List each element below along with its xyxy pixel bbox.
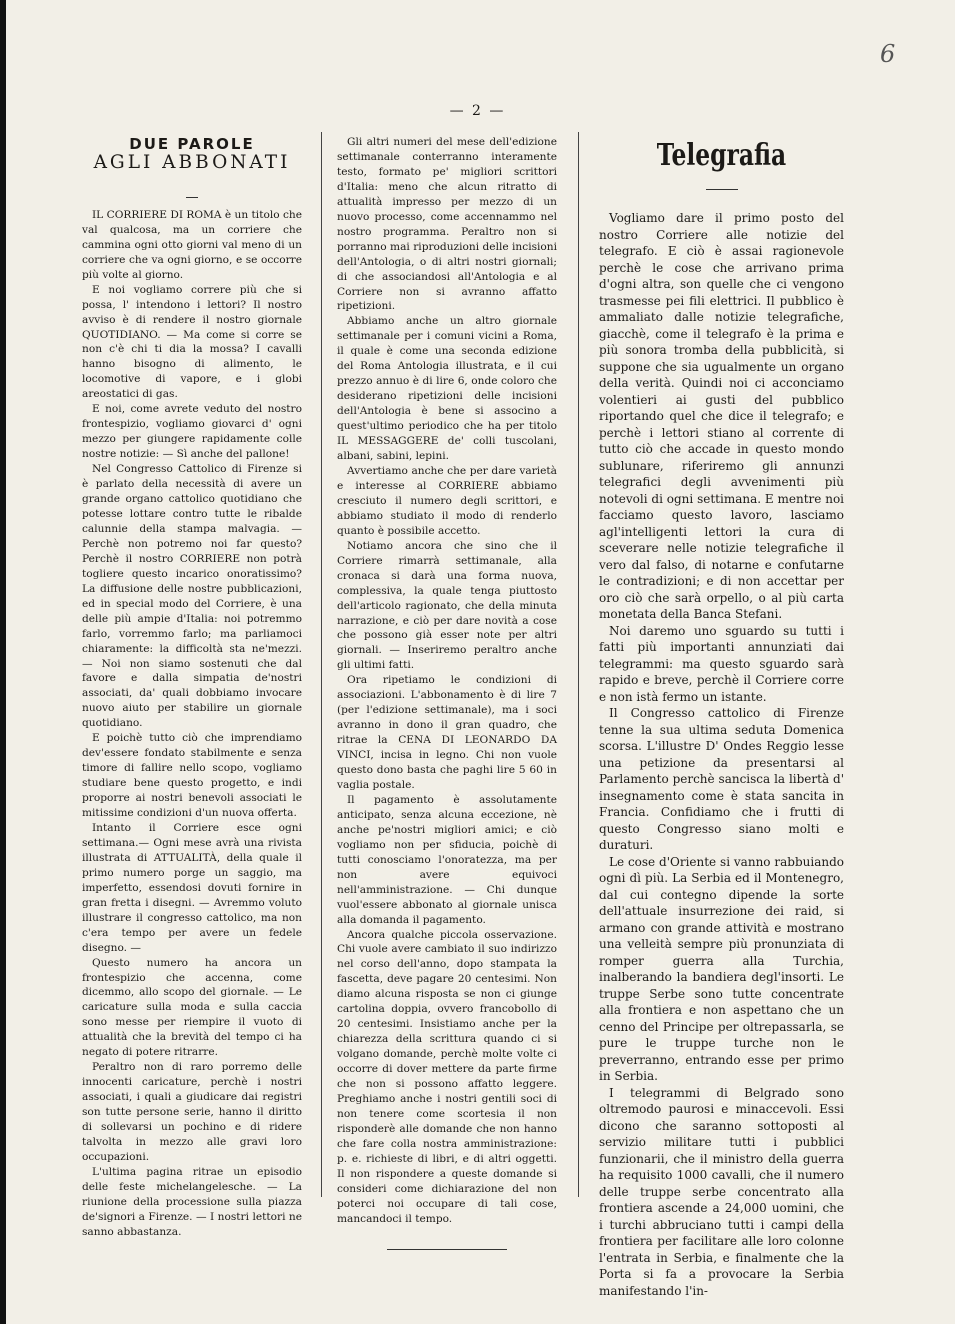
- page-edge-shadow: [0, 0, 6, 1324]
- paragraph: I telegrammi di Belgrado sono oltremodo paurosi e minaccevoli. Essi dicono che saranno sottoposti al servizio militare tutti i pubblici funzionarii, che il ministro della guerra ha requisito 1000 cavalli, che il numero delle truppe serbe concentrato alla frontiera ascende a 24,000 uomini, che i turchi abbruciano tutti i campi della frontiera per facilitare alle loro colonne l'entrata in Serbia, e finalmente che la Porta si fa a provocare la Serbia manifestando l'in-: [599, 1085, 844, 1298]
- paragraph: Vogliamo dare il primo posto del nostro Corriere alle notizie del telegrafo. E ciò è assai ragionevole perchè le cose che arrivano prima d'ogni altra, son quelle che ci vengono trasmesse pei fili elettrici. Il pubblico è ammaliato dalle notizie telegrafiche, giacchè, come il telegrafo è la prima e più sonora tromba della pubblicità, si suppone che sia ugualmente un organo della verità. Quindi noi ci acconciamo volentieri ai gusti del pubblico riportando quel che dice il telegrafo; e perchè i lettori stiano al corrente di tutto ciò che accade in questo mondo sublunare, riferiremo gli annunzi telegrafici degli avvenimenti più notevoli di ogni settimana. E mentre noi facciamo questo lavoro, lasciamo agl'intelligenti lettori la cura di sceverare nelle notizie telegrafiche il vero dal falso, di notarne e confutarne le contradizioni; e di non accettar per oro ciò che sarà orpello, o al più carta monetata della Banca Stefani.: [599, 211, 844, 621]
- title-divider: [706, 189, 738, 190]
- paragraph: E poichè tutto ciò che imprendiamo dev'essere fondato stabilmente e senza timore di fallire nello scopo, vogliamo studiare bene questo progetto, e indi proporre ai nostri benevoli associati le mitissime condizioni d'un nuova offerta.: [82, 732, 302, 820]
- column-continuation: [337, 135, 557, 1250]
- column-abbonati: [82, 135, 302, 1240]
- paragraph: Il pagamento è assolutamente anticipato, senza alcuna eccezione, nè anche pe'nostri migliori amici; e ciò vogliamo non per sfiducia, poichè di tutti conosciamo l'onoratezza, ma per non avere equivoci nell'amministrazione. — Chi dunque vuol'essere abbonato al giornale unisca alla domanda il pagamento.: [337, 793, 557, 926]
- article-subheading: AGLI ABBONATI: [93, 151, 291, 173]
- paragraph: Questo numero ha ancora un frontespizio che accenna, come dicemmo, allo scopo del giornale. — Le caricature sulla moda e sulla caccia sono messe per riempire il vuoto di attualità che la brevità del tempo ci ha negato di potere ritrarre.: [82, 956, 302, 1059]
- paragraph: Noi daremo uno sguardo su tutti i fatti più importanti annunziati dai telegrammi: ma questo sguardo sarà rapido e breve, perchè il Corriere corre e non istà fermo un istante.: [599, 623, 844, 704]
- paragraph: Il Congresso cattolico di Firenze tenne la sua ultima seduta Domenica scorsa. L'illustre D' Ondes Reggio lesse una petizione da presentarsi al Parlamento perchè sancisca la libertà d' insegnamento come è stata sancita in Francia. Confidiamo che i frutti di questo Congresso siano molti e duraturi.: [599, 706, 844, 852]
- paragraph: Notiamo ancora che sino che il Corriere rimarrà settimanale, alla cronaca si darà una forma nuova, complessiva, la quale tenga piuttosto dell'articolo ragionato, che della minuta narrazione, e ciò per dare novità a cose che possono già esser note per altri giornali. — Inseriremo peraltro anche gli ultimi fatti.: [337, 539, 557, 672]
- paragraph: Gli altri numeri del mese dell'edizione settimanale conterranno interamente testo, formato pe' migliori scrittori d'Italia: meno che alcun ritratto di attualità impresso per mezzo di un nuovo processo, come accennammo nel nostro programma. Peraltro non si porranno mai riproduzioni delle incisioni dell'Antologia, o di altri nostri giornali; di che associandosi all'Antologia e al Corriere non si avranno affatto ripetizioni.: [337, 136, 557, 313]
- article-end-rule: [387, 1249, 507, 1250]
- paragraph: Ancora qualche piccola osservazione. Chi vuole avere cambiato il suo indirizzo nel corso dell'anno, dopo stampata la fascetta, deve pagare 20 centesimi. Non diamo alcuna risposta se non ci giunge cartolina doppia, ovvero francobollo di 20 centesimi. Insistiamo anche per la chiarezza della scrittura quando ci si volgano domande, perchè molte volte ci occorre di dover mettere da parte firme che non si possono affatto leggere. Preghiamo anche i nostri gentili soci di non tenere come scortesia il non risponderè alle domande che non hanno che fare colla nostra amministrazione: p. e. richieste di libri, e di altri oggetti. Il non rispondere a queste domande si consideri come dichiarazione del non poterci noi occupare di tali cose, mancandoci il tempo.: [337, 928, 557, 1225]
- paragraph: Abbiamo anche un altro giornale settimanale per i comuni vicini a Roma, il quale è come una seconda edizione del Roma Antologia illustrata, e il cui prezzo annuo è di lire 6, onde coloro che desiderano ripetizioni delle incisioni dell'Antologia è bene si associno a quest'ultimo periodico che ha per titolo IL MESSAGGERE de' colli tuscolani, albani, sabini, lepini.: [337, 315, 557, 463]
- paragraph: Ora ripetiamo le condizioni di associazioni. L'abbonamento è di lire 7 (per l'edizione settimanale), ma i soci avranno in dono il gran quadro, che ritrae la CENA DI LEONARDO DA VINCI, incisa in legno. Chi non vuole questo dono basta che paghi lire 5 60 in vaglia postale.: [337, 674, 557, 791]
- paragraph: Nel Congresso Cattolico di Firenze si è parlato della necessità di avere un grande organo cattolico quotidiano che potesse lottare contro tutte le ribalde calunnie della stampa malvagia. — Perchè non potremo noi far questo? Perchè il nostro CORRIERE non potrà togliere questo incarico onoratissimo? La diffusione delle nostre pubblicazioni, ed in special modo del Corriere, è una delle più ampie d'Italia: noi potremmo farlo, vorremmo farlo; ma parliamoci chiaramente: la difficoltà sta ne'mezzi. — Noi non siamo sostenuti che dal favore e dalla simpatia de'nostri associati, da' quali dobbiamo invocare nuovo aiuto per stabilire un giornale quotidiano.: [82, 463, 302, 730]
- paragraph: E noi, come avrete veduto del nostro frontespizio, vogliamo giovarci d' ogni mezzo per giungere rapidamente colle nostre notizie: — Sì anche del pallone!: [82, 403, 302, 461]
- paragraph: Peraltro non di raro porremo delle innocenti caricature, perchè i nostri associati, i quali a giudicare dai registri son tutte persone serie, hanno il diritto di sollevarsi un pochino e di ridere talvolta in mezzo alle gravi loro occupazioni.: [82, 1061, 302, 1163]
- column-rule-2: [578, 132, 579, 1197]
- column-telegrafia: [599, 210, 844, 1299]
- paragraph: Avvertiamo anche che per dare varietà e interesse al CORRIERE abbiamo cresciuto il numero degli scrittori, e abbiamo studiato il modo di renderlo quanto è possibile accetto.: [337, 464, 557, 537]
- paragraph: E noi vogliamo correre più che si possa, l' intendono i lettori? Il nostro avviso è di rendere il nostro giornale QUOTIDIANO. — Ma come si corre se non c'è chi ti dia la mossa? I cavalli hanno bisogno di alimento, le locomotive di vapore, e i globi areostatici di gas.: [82, 283, 302, 401]
- paragraph: IL CORRIERE DI ROMA è un titolo che val qualcosa, ma un corriere che cammina ogni otto giorni val meno di un corriere che va ogni giorno, e se occorre più volte al giorno.: [82, 208, 302, 281]
- article-heading: DUE PAROLE: [129, 135, 255, 153]
- paragraph: Le cose d'Oriente si vanno rabbuiando ogni dì più. La Serbia ed il Montenegro, dal cui contegno dipende la sorte dell'attuale insurrezione dei raid, si armano con grande attività e mostrano una velleità sempre più pronunziata di romper guerra alla Turchia, inalberando la bandiera degl'insorti. Le truppe Serbe sono tutte concentrate alla frontiera e non aspettano che un cenno del Principe per oltrepassarla, se pure le truppe turche non le preverranno, entrando esse per primo in Serbia.: [599, 854, 844, 1083]
- column-rule-1: [321, 132, 322, 1197]
- paragraph: L'ultima pagina ritrae un episodio delle feste michelangelesche. — La riunione della processione sulla piazza de'signori a Firenze. — I nostri lettori ne sanno abbastanza.: [82, 1165, 302, 1238]
- page-number: — 2 —: [449, 103, 506, 119]
- heading-divider: [186, 197, 198, 198]
- telegrafia-title: Telegrafia: [656, 138, 787, 173]
- corner-handwritten-mark: 6: [880, 40, 896, 68]
- paragraph: Intanto il Corriere esce ogni settimana.— Ogni mese avrà una rivista illustrata di ATTUALITÀ, della quale il primo numero porge un saggio, ma imperfetto, essendosi dovuti fornire in gran fretta i disegni. — Avremmo voluto illustrare il congresso cattolico, ma non c'era tempo per avere un fedele disegno. —: [82, 821, 302, 954]
